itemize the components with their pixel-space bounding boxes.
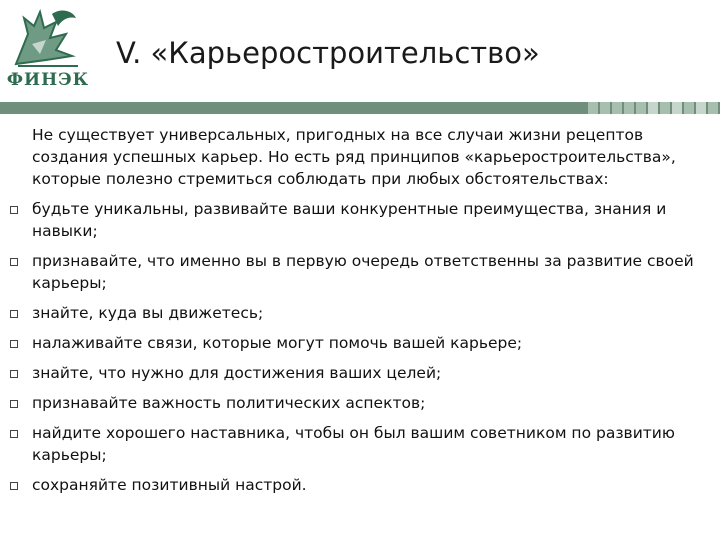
list-item-text: будьте уникальны, развивайте ваши конкурентные преимущества, знания и навыки; [32,200,667,240]
square-bullet-icon [10,340,18,348]
square-bullet-icon [10,430,18,438]
list-item-text: налаживайте связи, которые могут помочь вашей карьере; [32,334,523,352]
list-item [0,474,714,496]
list-item [0,422,714,466]
square-bullet-icon [10,258,18,266]
slide-title: V. «Карьеростроительство» [116,36,540,70]
list-item [0,362,714,384]
list-item [0,250,714,294]
square-bullet-icon [10,400,18,408]
list-item-text: признавайте, что именно вы в первую очередь ответственны за развитие своей карьеры; [32,252,694,292]
square-bullet-icon [10,482,18,490]
logo-text: ФИНЭК [6,70,90,90]
logo [6,4,90,96]
intro-paragraph: Не существует универсальных, пригодных на все случаи жизни рецептов создания успешных карьер. Но есть ряд принципов «карьеростроительства», которые полезно стремиться соблюдать при любых обстоятельствах: [32,126,676,188]
list-item-text: найдите хорошего наставника, чтобы он был вашим советником по развитию карьеры; [32,424,675,464]
list-item [0,332,714,354]
list-item-text: сохраняйте позитивный настрой. [32,476,307,494]
principles-list [0,198,720,504]
griffin-logo-icon [6,4,90,72]
list-item [0,198,714,242]
list-item-text: знайте, куда вы движетесь; [32,304,264,322]
divider-squares [588,102,720,114]
list-item [0,392,714,414]
square-bullet-icon [10,310,18,318]
list-item-text: признавайте важность политических аспектов; [32,394,426,412]
square-bullet-icon [10,206,18,214]
square-bullet-icon [10,370,18,378]
list-item [0,302,714,324]
list-item-text: знайте, что нужно для достижения ваших целей; [32,364,442,382]
